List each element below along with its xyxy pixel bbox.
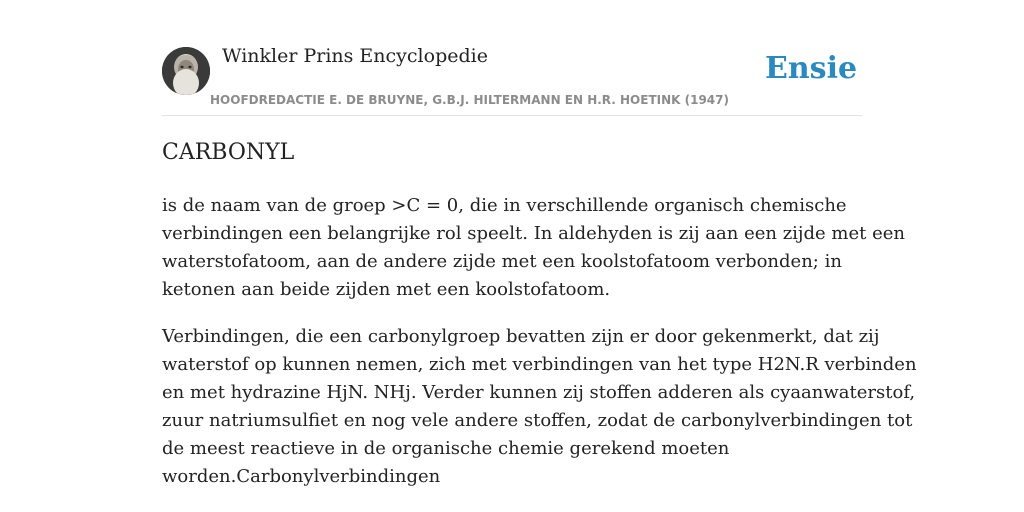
paragraph-line: verbindingen een belangrijke rol speelt. In aldehyden is zij aan een zijde met een: [162, 223, 905, 244]
paragraph-line: Verbindingen, die een carbonylgroep bevatten zijn er door gekenmerkt, dat zij: [162, 326, 880, 347]
paragraph-line: de meest reactieve in de organische chemie gerekend moeten: [162, 438, 730, 459]
paragraph-line: waterstof op kunnen nemen, zich met verbindingen van het type H2N.R verbinden: [162, 354, 917, 375]
paragraph-line: worden.Carbonylverbindingen: [162, 466, 441, 487]
entry-title: CARBONYL: [162, 140, 295, 165]
ensie-logo-link[interactable]: Ensie: [765, 51, 858, 86]
author-portrait: [162, 47, 210, 95]
header-divider: [162, 115, 862, 116]
entry-paragraph-2: [162, 323, 917, 491]
portrait-image: [162, 47, 210, 95]
source-title[interactable]: Winkler Prins Encyclopedie: [222, 45, 488, 67]
editors-credit: HOOFDREDACTIE E. DE BRUYNE, G.B.J. HILTERMANN EN H.R. HOETINK (1947): [210, 93, 729, 107]
paragraph-line: waterstofatoom, aan de andere zijde met een koolstofatoom verbonden; in: [162, 251, 842, 272]
paragraph-line: is de naam van de groep >C = 0, die in verschillende organisch chemische: [162, 195, 847, 216]
paragraph-line: en met hydrazine HjN. NHj. Verder kunnen zij stoffen adderen als cyaanwaterstof,: [162, 382, 916, 403]
entry-paragraph-1: [162, 192, 905, 304]
paragraph-line: ketonen aan beide zijden met een koolstofatoom.: [162, 279, 611, 300]
paragraph-line: zuur natriumsulfiet en nog vele andere stoffen, zodat de carbonylverbindingen tot: [162, 410, 913, 431]
